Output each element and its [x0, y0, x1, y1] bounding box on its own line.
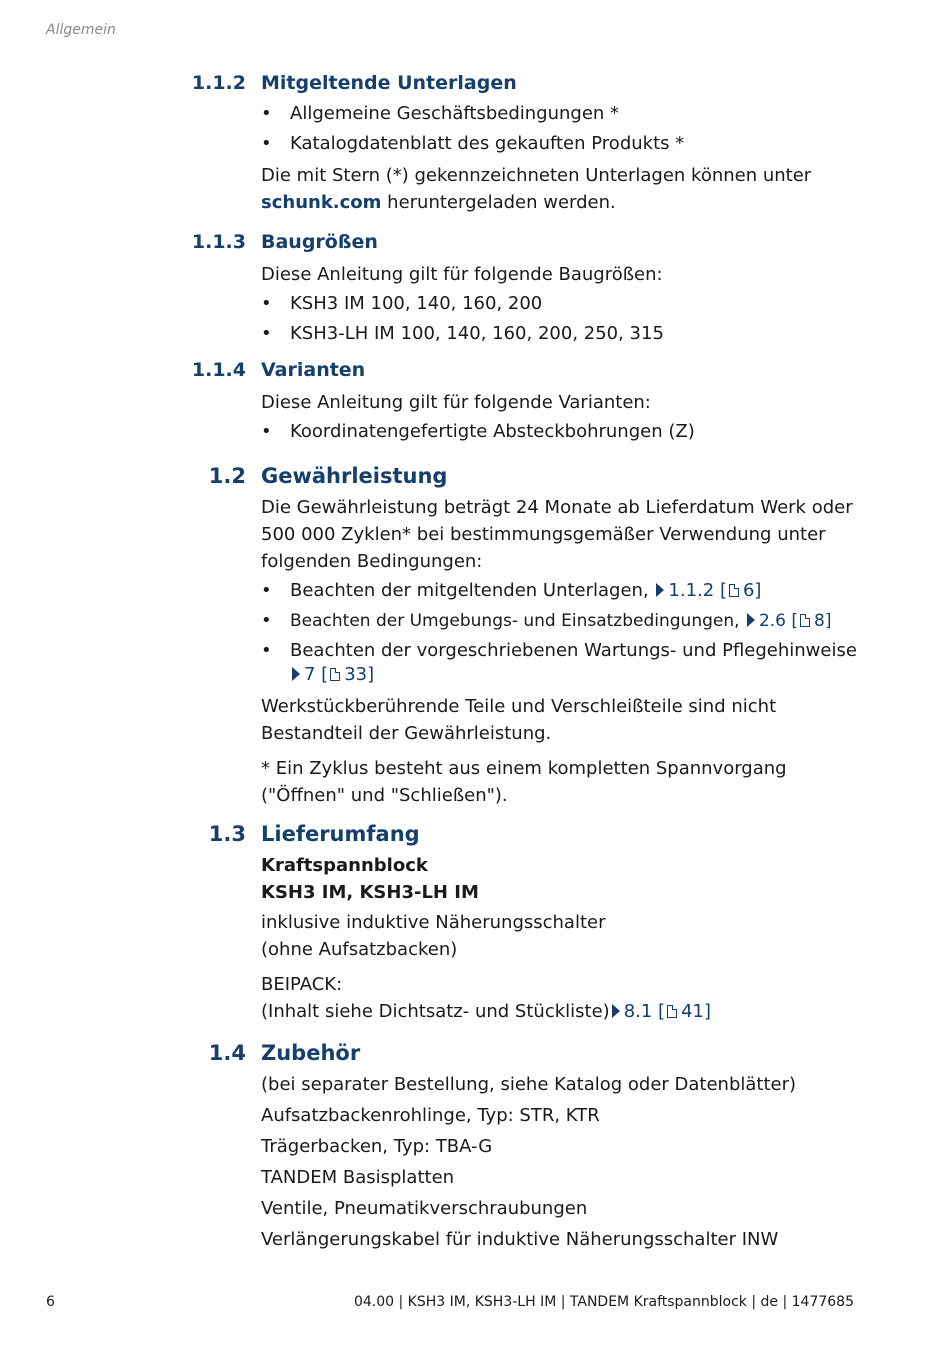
- list-item: [261, 609, 861, 633]
- section-varianten: [0, 359, 950, 450]
- intro-text: Diese Anleitung gilt für folgende Baugrößen:: [261, 264, 663, 285]
- running-head: Allgemein: [46, 22, 116, 38]
- size-list: [261, 292, 861, 346]
- accessory-item: Trägerbacken, Typ: TBA-G: [261, 1136, 493, 1157]
- list-item: [261, 579, 861, 603]
- section-title: Baugrößen: [261, 231, 378, 253]
- footer-doc-info: 04.00 | KSH3 IM, KSH3-LH IM | TANDEM Kraftspannblock | de | 1477685: [353, 1294, 854, 1310]
- conditions-list: [261, 579, 861, 687]
- product-name: Kraftspannblock KSH3 IM, KSH3-LH IM: [261, 855, 479, 903]
- cross-reference-link[interactable]: 1.1.2 [ 6]: [654, 580, 761, 601]
- note-text-end: heruntergeladen werden.: [381, 192, 616, 213]
- page-icon: [330, 668, 340, 681]
- condition-text: Beachten der vorgeschriebenen Wartungs- und Pflegehinweise: [290, 640, 857, 661]
- list-item: • KSH3 IM 100, 140, 160, 200: [261, 292, 861, 316]
- list-item: • Allgemeine Geschäftsbedingungen *: [261, 102, 861, 126]
- section-baugroessen: [0, 231, 950, 352]
- section-number: 1.4: [208, 1041, 246, 1065]
- cross-reference-link[interactable]: 7 [ 33]: [290, 664, 374, 685]
- cross-reference-link[interactable]: 2.6 [ 8]: [745, 611, 832, 631]
- section-lieferumfang: [0, 822, 950, 1033]
- list-item: • Katalogdatenblatt des gekauften Produkts *: [261, 132, 861, 156]
- accessory-item: TANDEM Basisplatten: [261, 1167, 455, 1188]
- section-number: 1.1.2: [191, 72, 246, 94]
- page-icon: [667, 1005, 677, 1018]
- section-title: Lieferumfang: [261, 822, 420, 846]
- section-mitgeltende-unterlagen: [0, 72, 950, 224]
- document-list: [261, 102, 861, 156]
- cycle-footnote: * Ein Zyklus besteht aus einem kompletten Spannvorgang ("Öffnen" und "Schließen").: [261, 758, 787, 806]
- arrow-right-icon: [656, 583, 664, 597]
- section-number: 1.1.3: [191, 231, 246, 253]
- note-text: Die mit Stern (*) gekennzeichneten Unterlagen können unter: [261, 165, 812, 186]
- section-gewaehrleistung: [0, 464, 950, 817]
- accessory-item: Verlängerungskabel für induktive Näherungsschalter INW: [261, 1229, 779, 1250]
- section-zubehoer: [0, 1041, 950, 1257]
- section-title: Gewährleistung: [261, 464, 448, 488]
- section-heading: [0, 359, 950, 389]
- arrow-right-icon: [612, 1004, 620, 1018]
- variant-list: [261, 420, 861, 444]
- list-item: • Koordinatengefertigte Absteckbohrungen (Z): [261, 420, 861, 444]
- download-note: [261, 162, 861, 216]
- section-title: Zubehör: [261, 1041, 361, 1065]
- section-title: Mitgeltende Unterlagen: [261, 72, 517, 94]
- section-number: 1.2: [208, 464, 246, 488]
- list-item: • KSH3-LH IM 100, 140, 160, 200, 250, 315: [261, 322, 861, 346]
- accessory-item: Aufsatzbackenrohlinge, Typ: STR, KTR: [261, 1105, 600, 1126]
- section-heading: [0, 822, 950, 852]
- arrow-right-icon: [292, 667, 300, 681]
- inclusion-text: inklusive induktive Näherungsschalter (ohne Aufsatzbacken): [261, 912, 606, 960]
- accessory-item: (bei separater Bestellung, siehe Katalog oder Datenblätter): [261, 1074, 797, 1095]
- condition-text: Beachten der mitgeltenden Unterlagen,: [290, 580, 655, 601]
- arrow-right-icon: [747, 613, 755, 627]
- section-heading: [0, 1041, 950, 1071]
- warranty-exclusion: Werkstückberührende Teile und Verschleißteile sind nicht Bestandteil der Gewährleistung.: [261, 696, 777, 744]
- page-icon: [800, 614, 810, 627]
- intro-text: Diese Anleitung gilt für folgende Varianten:: [261, 392, 651, 413]
- section-heading: [0, 231, 950, 261]
- condition-text: Beachten der Umgebungs- und Einsatzbedingungen,: [290, 611, 745, 631]
- accessory-item: Ventile, Pneumatikverschraubungen: [261, 1198, 588, 1219]
- section-number: 1.1.4: [191, 359, 246, 381]
- cross-reference-link[interactable]: 8.1 [ 41]: [610, 1001, 711, 1022]
- pack-contents: BEIPACK: (Inhalt siehe Dichtsatz- und Stückliste) 8.1 [ 41]: [261, 974, 712, 1022]
- schunk-link[interactable]: schunk.com: [261, 192, 382, 213]
- page-icon: [729, 584, 739, 597]
- section-title: Varianten: [261, 359, 366, 381]
- list-item: [261, 639, 861, 687]
- page-number: 6: [46, 1294, 55, 1310]
- section-heading: [0, 464, 950, 494]
- section-heading: [0, 72, 950, 102]
- warranty-intro: Die Gewährleistung beträgt 24 Monate ab Lieferdatum Werk oder 500 000 Zyklen* bei bestimmungsgemäßer Verwendung unter folgenden Bedingungen:: [261, 497, 853, 572]
- section-number: 1.3: [208, 822, 246, 846]
